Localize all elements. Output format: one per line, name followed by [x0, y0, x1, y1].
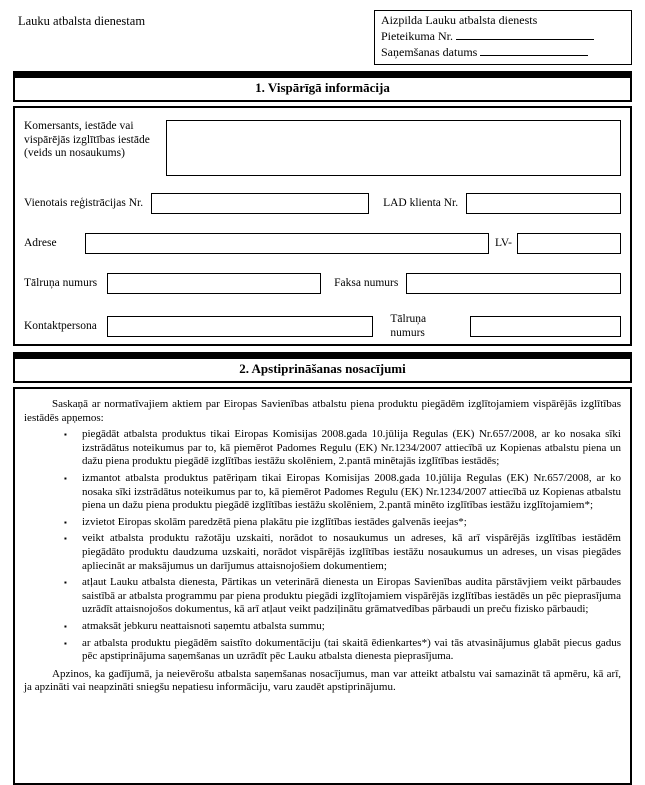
contact-row [24, 313, 621, 340]
square-bullet-icon: ▪ [64, 534, 67, 544]
section2-body [13, 387, 632, 785]
section-general-info [13, 71, 632, 346]
square-bullet-icon: ▪ [64, 621, 67, 631]
contact-phone-label: Tālruņa numurs [390, 313, 427, 339]
top-header-row [13, 10, 632, 65]
condition-item [24, 472, 621, 513]
square-bullet-icon: ▪ [64, 473, 67, 483]
condition-item [24, 576, 621, 617]
postal-code-prefix-label: LV- [494, 236, 512, 249]
contact-person-input[interactable] [107, 316, 374, 337]
condition-item [24, 532, 621, 573]
address-label: Adrese [24, 236, 57, 249]
addressee-note: Lauku atbalsta dienestam [18, 14, 146, 28]
fax-input[interactable] [406, 273, 621, 294]
condition-item [24, 620, 621, 634]
condition-text: izmantot atbalsta produktus patēriņam tikai Eiropas Komisijas 2008.gada 10.jūlija Regulas (EK) Nr.657/2008, ar ko nosaka sīki izstrādātus noteikumus par to, kā piemērot Padomes Regulu (EK) Nr.1234/2007 attiecībā uz Kopienas atbalstu piena un dažu piena produktu piegādē izglītības iestāžu skolēniem, 2.pantā minēto izglītības iestāžu izglītojamiem*; [82, 471, 621, 512]
section2-title: 2. Apstiprināšanas nosacījumi [239, 361, 406, 376]
fax-label: Faksa numurs [334, 276, 399, 289]
registration-number-input[interactable] [151, 193, 369, 214]
lad-client-number-input[interactable] [466, 193, 621, 214]
conditions-closing: Apzinos, ka gadījumā, ja neievērošu atbalsta saņemšanas nosacījumus, man var atteikt atbalstu vai samazināt tā apmēru, kā arī, ja apzināti vai neapzināti sniegšu nepatiesu informāciju, varu zaudēt apstiprinājumu. [24, 667, 621, 694]
section1-title: 1. Vispārīgā informācija [255, 80, 390, 95]
square-bullet-icon: ▪ [64, 638, 67, 648]
phone-row [24, 273, 621, 294]
section2-header [13, 352, 632, 383]
condition-item [24, 428, 621, 469]
conditions-list [24, 428, 621, 664]
entity-input[interactable] [166, 120, 621, 176]
condition-text: izvietot Eiropas skolām paredzētā piena plakātu pie izglītības iestādes galvenās ieejas*; [82, 515, 467, 528]
receipt-date-blank[interactable] [480, 44, 588, 56]
address-row [24, 233, 621, 254]
phone-label: Tālruņa numurs [24, 276, 98, 289]
lad-client-number-label: LAD klienta Nr. [383, 196, 459, 209]
phone-input[interactable] [107, 273, 321, 294]
square-bullet-icon: ▪ [64, 578, 67, 588]
office-use-line: Aizpilda Lauku atbalsta dienests [381, 13, 538, 27]
section1-body [13, 106, 632, 346]
condition-item [24, 516, 621, 530]
condition-item [24, 637, 621, 664]
section1-header [13, 71, 632, 102]
receipt-date-row [381, 44, 625, 60]
receipt-date-label: Saņemšanas datums [381, 45, 478, 59]
registration-row [24, 193, 621, 214]
entity-row [24, 120, 621, 176]
address-input[interactable] [85, 233, 489, 254]
condition-text: ar atbalsta produktu piegādēm saistīto dokumentāciju (tai skaitā ēdienkartes*) vai tās atvasinājumus glabāt piecus gadus pēc apstiprinājuma saņemšanas un uzrādīt pēc Lauku atbalsta dienesta pieprasījuma. [82, 636, 621, 663]
contact-person-label: Kontaktpersona [24, 319, 97, 332]
square-bullet-icon: ▪ [64, 430, 67, 440]
condition-text: piegādāt atbalsta produktus tikai Eiropas Komisijas 2008.gada 10.jūlija Regulas (EK) Nr.657/2008, ar ko nosaka sīki izstrādātus noteikumus par to, kā piemērot Padomes Regulu (EK) Nr.1234/2007 attiecībā uz Kopienas atbalstu piena un dažu piena produktu piegādē izglītības iestāžu skolēniem, 2.pantā minētajās izglītības iestādēs; [82, 428, 621, 468]
application-number-row [381, 28, 625, 44]
section-approval-conditions [13, 352, 632, 785]
entity-label: Komersants, iestāde vai vispārējās izglītības iestāde (veids un nosaukums) [24, 120, 150, 159]
condition-text: atļaut Lauku atbalsta dienesta, Pārtikas un veterinārā dienesta un Eiropas Savienības audita pārstāvjiem veikt pārbaudes saistībā ar atbalsta programmu par piena produktu piegādi izglītojamiem vispārējās izglītības iestādēs un pēc pieprasījuma uzrādīt attaisnojošos dokumentus, kā arī atļaut veikt padziļinātu grāmatvedības pārbaudi un preču fizisko pārbaudi; [82, 576, 621, 616]
postal-code-input[interactable] [517, 233, 621, 254]
application-number-blank[interactable] [456, 28, 594, 40]
square-bullet-icon: ▪ [64, 517, 67, 527]
registration-number-label: Vienotais reģistrācijas Nr. [24, 196, 144, 209]
condition-text: atmaksāt jebkuru neattaisnoti saņemtu atbalsta summu; [82, 619, 325, 632]
condition-text: veikt atbalsta produktu ražotāju uzskaiti, norādot to nosaukumus un adreses, kā arī vispārējās izglītības iestādēm piegādāto produktu daudzuma uzskaiti, norādot vispārējās izglītības iestāžu nosaukumus un adreses, un visas piegādes apliecināt ar maksājumus un darījumus attaisnojošiem dokumentiem; [82, 532, 621, 572]
office-use-box [374, 10, 632, 65]
conditions-intro: Saskaņā ar normatīvajiem aktiem par Eiropas Savienības atbalstu piena produktu piegādēm izglītojamiem vispārējās izglītības iestādēs apņemos: [24, 398, 621, 424]
contact-phone-input[interactable] [470, 316, 621, 337]
application-number-label: Pieteikuma Nr. [381, 29, 453, 43]
